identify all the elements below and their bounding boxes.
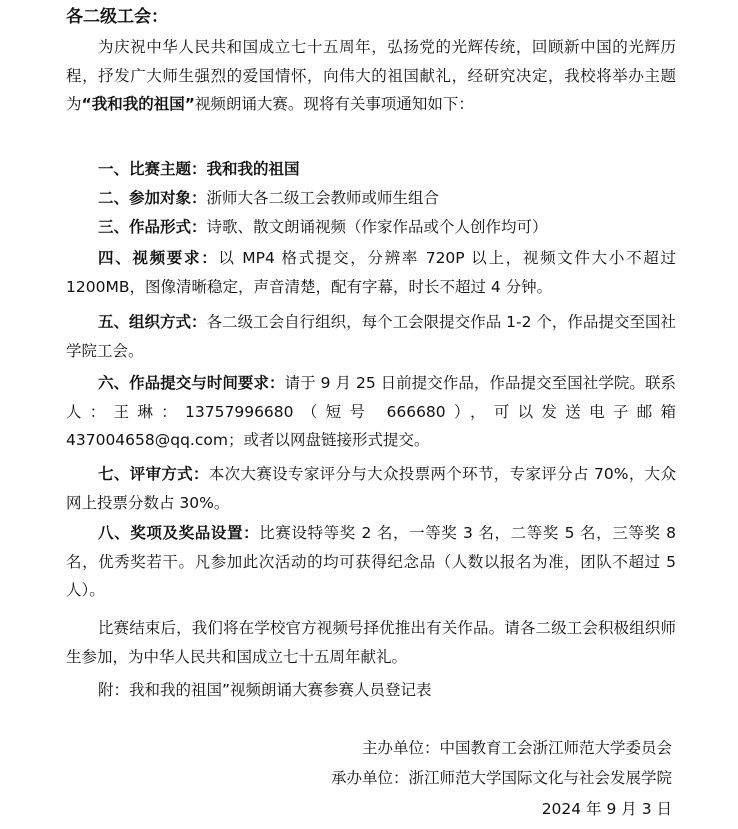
item-heading: 五、组织方式：: [98, 313, 207, 331]
item-text: 以 MP4 格式提交，分辨率 720P 以上，视频文件大小不超过 1200MB，图像清晰稳定，声音清楚，配有字幕，时长不超过 4 分钟。: [66, 249, 676, 296]
intro-text-before: 为庆祝中华人民共和国成立七十五周年，弘扬党的光辉传统，回顾新中国的光辉历程，抒发广大师生强烈的爱国情怀，向伟大的祖国献礼，经研究决定，我校将举办主题为: [66, 38, 676, 113]
item-participants: [66, 184, 676, 213]
item-heading: 八、奖项及奖品设置：: [98, 524, 260, 542]
item-heading: 七、评审方式：: [98, 465, 209, 483]
item-heading: 六、作品提交与时间要求：: [98, 374, 285, 392]
item-submission: [66, 369, 676, 455]
item-text: 比赛设特等奖 2 名，一等奖 3 名，二等奖 5 名，三等奖 8 名，优秀奖若干。凡参加此次活动的均可获得纪念品（人数以报名为准，团队不超过 5 人）。: [66, 524, 676, 599]
item-judging: [66, 460, 676, 517]
item-awards: [66, 519, 676, 605]
item-text: 我和我的祖国: [206, 160, 300, 178]
item-text: 浙师大各二级工会教师或师生组合: [206, 189, 440, 207]
item-text: 诗歌、散文朗诵视频（作家作品或个人创作均可）: [206, 218, 548, 236]
salutation: 各二级工会：: [66, 7, 168, 27]
closing-paragraph: 比赛结束后，我们将在学校官方视频号择优推出有关作品。请各二级工会积极组织师生参加，为中华人民共和国成立七十五周年献礼。: [66, 619, 676, 666]
undertaker-line: 承办单位：浙江师范大学国际文化与社会发展学院: [330, 769, 672, 787]
attachment-note: 附：我和我的祖国”视频朗诵大赛参赛人员登记表: [98, 681, 432, 699]
item-heading: 一、比赛主题：: [98, 160, 207, 178]
organizer-line: 主办单位：中国教育工会浙江师范大学委员会: [361, 739, 672, 757]
item-text: 各二级工会自行组织，每个工会限提交作品 1-2 个，作品提交至国社学院工会。: [66, 313, 676, 360]
item-heading: 二、参加对象：: [98, 189, 207, 207]
item-heading: 四、视频要求：: [98, 249, 219, 267]
item-format: [66, 213, 676, 242]
item-text: 本次大赛设专家评分与大众投票两个环节，专家评分占 70%，大众网上投票分数占 30%。: [66, 465, 676, 512]
item-theme: [66, 155, 676, 184]
intro-theme: “我和我的祖国”: [81, 95, 195, 113]
intro-paragraph: [66, 33, 676, 119]
date-line: 2024 年 9 月 3 日: [541, 800, 672, 818]
item-heading: 三、作品形式：: [98, 218, 207, 236]
intro-text-after: 视频朗诵大赛。现将有关事项通知如下：: [194, 95, 474, 113]
item-organization: [66, 308, 676, 365]
item-text: 请于 9 月 25 日前提交作品，作品提交至国社学院。联系人：王琳：13757996680（短号 666680），可以发送电子邮箱 437004658@qq.com；或者以网盘链接形式提交。: [66, 374, 676, 449]
item-video-requirements: [66, 244, 676, 301]
